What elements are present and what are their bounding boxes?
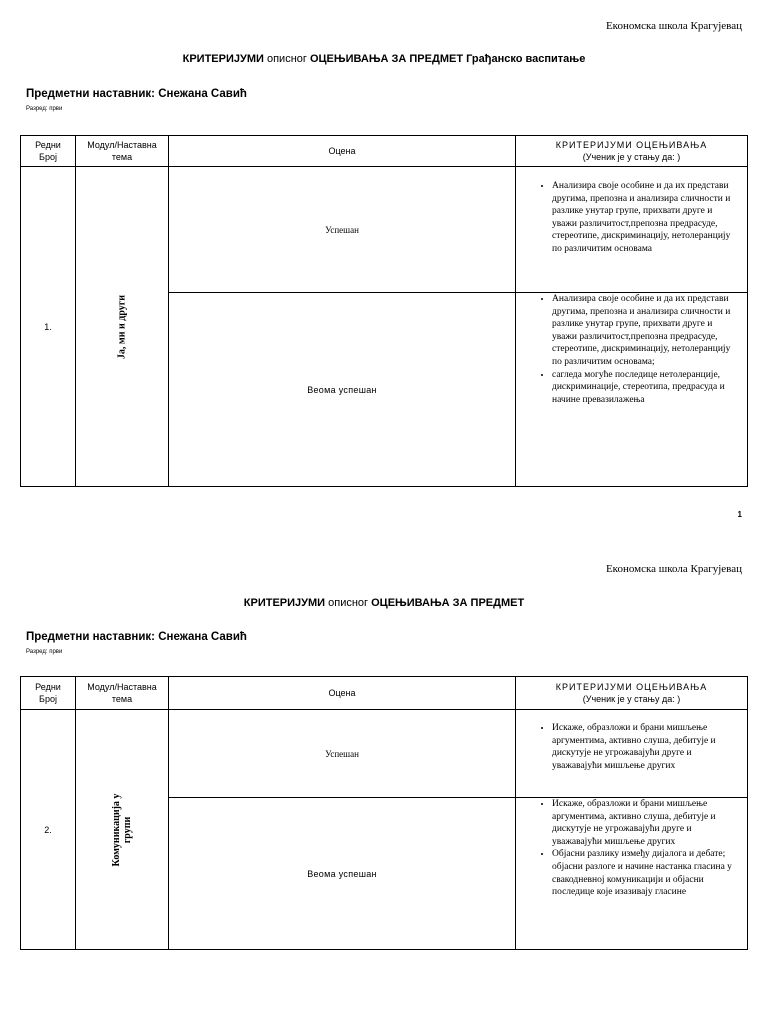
row-number: 2. <box>21 710 76 950</box>
school-name: Економска школа Крагујевац <box>605 20 742 32</box>
header-text: Редни <box>35 682 61 692</box>
header-text: тема <box>111 694 133 704</box>
header-text: Број <box>39 694 57 704</box>
title-part: ОЦЕЊИВАЊА ЗА ПРЕДМЕТ <box>368 597 525 609</box>
school-name: Економска школа Крагујевац <box>605 563 742 575</box>
page-number: 1 <box>737 510 742 519</box>
row-number: 1. <box>21 167 76 487</box>
table-row <box>21 167 748 293</box>
criteria-successful <box>516 167 748 293</box>
page-title <box>0 597 768 609</box>
list-item: • Искаже, образложи и брани мишљење аргументима, активно слуша, дебитује и дискутује не угрожавајући друге и уважавајући мишљење других <box>552 798 739 848</box>
page-title <box>0 53 768 65</box>
module-cell <box>76 167 169 487</box>
header-text: (Ученик је у стању да: ) <box>582 152 681 162</box>
teacher-name: Предметни наставник: Снежана Савић <box>26 631 247 643</box>
list-item: • Анализира своје особине и да их представи другима, препозна и анализира сличности и разлике унутар групе, прихвати друге и уважи различитост,препозна предрасуде, стереотипе, дискриминацију, нетолеранцију по различитим основама; <box>552 293 739 369</box>
header-module <box>76 677 169 710</box>
header-text: Модул/Наставна <box>87 140 157 150</box>
header-grade: Оцена <box>169 677 516 710</box>
grade-label: Разред: први <box>26 106 63 112</box>
header-text: Модул/Наставна <box>87 682 157 692</box>
module-name-line: Комуникација у <box>111 793 122 866</box>
criteria-very-successful <box>516 293 748 487</box>
header-text: тема <box>111 152 133 162</box>
list-item: • Анализира своје особине и да их представи другима, препозна и анализира сличности и разлике унутар групе, прихвати друге и уважи различитост,препозна предрасуде, стереотипе, дискриминацију, нетолеранцију по различитим основама <box>552 180 739 256</box>
title-subject: Грађанско васпитање <box>466 53 586 65</box>
teacher-name: Предметни наставник: Снежана Савић <box>26 88 247 100</box>
list-item: • Објасни разлику између дијалога и дебате; објасни разлоге и начине настанка гласина у свакодневној комуникацији и објасни последице које изазивају гласине <box>552 848 739 898</box>
module-name <box>111 793 133 866</box>
grade-very-successful: Веома успешан <box>169 293 516 487</box>
criteria-table <box>20 135 748 487</box>
header-criteria <box>516 677 748 710</box>
grade-successful: Успешан <box>169 167 516 293</box>
header-text: КРИТЕРИЈУМИ ОЦЕЊИВАЊА <box>555 140 708 150</box>
header-number <box>21 136 76 167</box>
criteria-successful <box>516 710 748 798</box>
criteria-very-successful <box>516 798 748 950</box>
header-text: Редни <box>35 140 61 150</box>
grade-successful: Успешан <box>169 710 516 798</box>
module-name-line: групи <box>122 816 133 843</box>
module-cell <box>76 710 169 950</box>
header-text: Број <box>39 152 57 162</box>
module-name: Ја, ми и други <box>116 294 128 359</box>
header-text: КРИТЕРИЈУМИ ОЦЕЊИВАЊА <box>555 682 708 692</box>
title-part: описног <box>328 597 369 609</box>
grade-label: Разред: први <box>26 649 63 655</box>
list-item: • Искаже, образложи и брани мишљење аргументима, активно слуша, дебитује и дискутује не угрожавајући друге и уважавајући мишљење других <box>552 722 739 772</box>
header-criteria <box>516 136 748 167</box>
title-part: КРИТЕРИЈУМИ <box>182 53 267 65</box>
header-text: (Ученик је у стању да: ) <box>582 694 681 704</box>
header-number <box>21 677 76 710</box>
table-header-row <box>21 136 748 167</box>
criteria-table <box>20 676 748 950</box>
title-part: описног <box>266 53 307 65</box>
table-header-row <box>21 677 748 710</box>
title-part: КРИТЕРИЈУМИ <box>243 597 329 609</box>
grade-very-successful: Веома успешан <box>169 798 516 950</box>
title-part: ОЦЕЊИВАЊА ЗА ПРЕДМЕТ <box>306 53 467 65</box>
table-row <box>21 710 748 798</box>
header-grade: Оцена <box>169 136 516 167</box>
header-module <box>76 136 169 167</box>
list-item: • сагледа могуће последице нетолеранције, дискриминације, стереотипа, предрасуда и начине превазилажења <box>552 369 739 407</box>
